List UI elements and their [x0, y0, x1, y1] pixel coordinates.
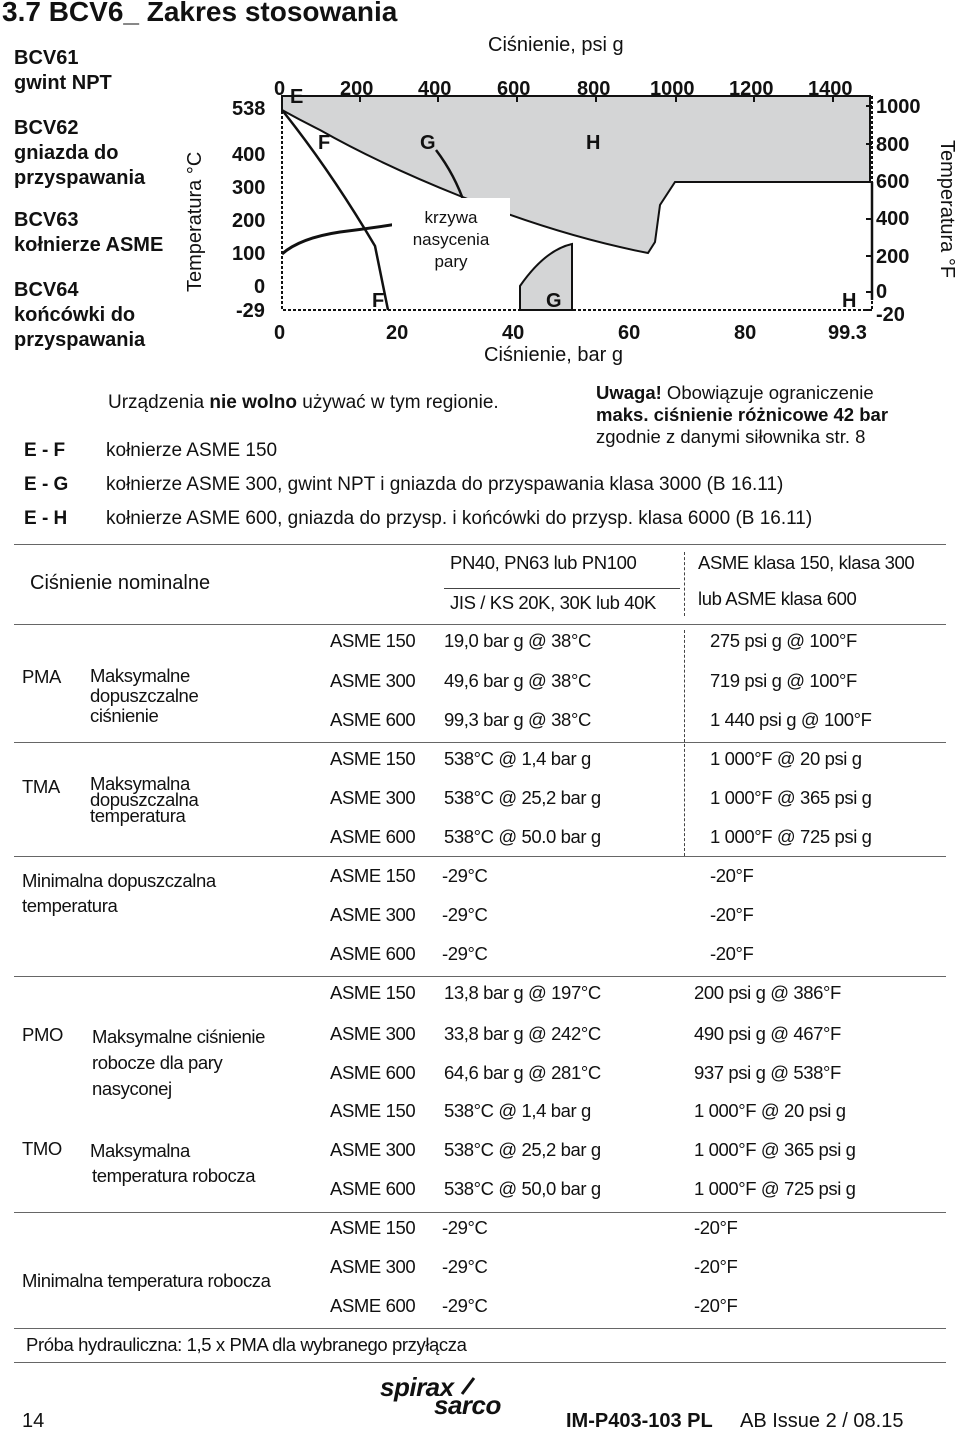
left-tick: -29 — [236, 300, 265, 322]
row-asme-value: -20°F — [694, 1256, 738, 1277]
top-tick: 1200 — [729, 78, 774, 100]
row-connection: ASME 600 — [330, 1062, 416, 1083]
row-pn-value: -29°C — [442, 1256, 488, 1277]
row-pn-value: 49,6 bar g @ 38°C — [444, 670, 591, 691]
table-rule — [14, 624, 946, 625]
row-connection: ASME 300 — [330, 1139, 416, 1160]
header-nominal-pressure: Ciśnienie nominalne — [30, 572, 211, 594]
hydraulic-test-note: Próba hydrauliczna: 1,5 x PMA dla wybranego przyłącza — [26, 1334, 467, 1355]
row-connection: ASME 300 — [330, 1023, 416, 1044]
left-tick: 538 — [232, 98, 266, 120]
top-axis-title: Ciśnienie, psi g — [488, 34, 624, 56]
left-tick: 0 — [254, 276, 266, 298]
row-asme-value: 937 psi g @ 538°F — [694, 1062, 841, 1083]
row-connection: ASME 150 — [330, 865, 416, 886]
left-tick: 200 — [232, 210, 266, 232]
row-asme-value: -20°F — [710, 865, 754, 886]
row-asme-value: -20°F — [694, 1295, 738, 1316]
row-pn-value: 538°C @ 25,2 bar g — [444, 1139, 601, 1160]
row-connection: ASME 600 — [330, 1178, 416, 1199]
top-tick: 200 — [340, 78, 374, 100]
model-code: BCV61 — [14, 47, 79, 69]
row-asme-value: 719 psi g @ 100°F — [710, 670, 857, 691]
bottom-tick: 0 — [274, 322, 286, 344]
spirax-sarco-logo — [380, 1372, 530, 1420]
legend-row-code: E - F — [24, 440, 66, 461]
page-number: 14 — [22, 1410, 45, 1432]
top-tick: 1400 — [808, 78, 853, 100]
curve-label-g-bottom: G — [546, 290, 562, 312]
table-rule — [14, 544, 946, 545]
row-pn-value: 538°C @ 50.0 bar g — [444, 826, 601, 847]
legend-row-code: E - G — [24, 474, 69, 495]
pma-code: PMA — [22, 666, 61, 687]
tma-code: TMA — [22, 776, 60, 797]
row-pn-value: 13,8 bar g @ 197°C — [444, 982, 601, 1003]
curve-label-f: F — [318, 132, 331, 154]
header-divider — [444, 588, 680, 589]
top-tick: 800 — [577, 78, 611, 100]
legend-prefix: Urządzenia — [108, 392, 210, 413]
header-pn-line1: PN40, PN63 lub PN100 — [450, 552, 637, 573]
row-pn-value: -29°C — [442, 904, 488, 925]
right-tick: 0 — [876, 281, 888, 303]
right-tick: 200 — [876, 246, 910, 268]
legend-row-text: kołnierze ASME 150 — [106, 440, 278, 461]
bottom-tick: 80 — [734, 322, 757, 344]
legend-row-text: kołnierze ASME 600, gniazda do przysp. i końcówki do przysp. klasa 6000 (B 16.11) — [106, 508, 813, 529]
pressure-temperature-chart — [0, 0, 960, 380]
row-pn-value: -29°C — [442, 1217, 488, 1238]
note-line2: maks. ciśnienie różnicowe 42 bar — [596, 404, 889, 425]
model-desc: gniazda do przyspawania — [14, 142, 146, 189]
model-desc: gwint NPT — [14, 72, 112, 94]
row-connection: ASME 150 — [330, 1100, 416, 1121]
table-rule — [14, 1328, 946, 1329]
left-tick: 100 — [232, 243, 266, 265]
top-tick: 0 — [274, 78, 286, 100]
saturation-label-line3: pary — [434, 252, 468, 271]
row-connection: ASME 300 — [330, 1256, 416, 1277]
header-pn-line2: JIS / KS 20K, 30K lub 40K — [450, 592, 656, 613]
min-allowable-temp-label: Minimalna dopuszczalna temperatura — [22, 870, 216, 916]
min-working-temp-label: Minimalna temperatura robocza — [22, 1270, 271, 1291]
left-tick: 300 — [232, 177, 266, 199]
body-dashed-divider — [684, 630, 685, 856]
row-asme-value: -20°F — [694, 1217, 738, 1238]
curve-label-h: H — [586, 132, 601, 154]
header-asme-line1: ASME klasa 150, klasa 300 — [698, 552, 915, 573]
curve-label-h-bottom: H — [842, 290, 857, 312]
row-pn-value: -29°C — [442, 943, 488, 964]
row-pn-value: 99,3 bar g @ 38°C — [444, 709, 591, 730]
top-tick: 400 — [418, 78, 452, 100]
row-asme-value: 1 000°F @ 725 psi g — [694, 1178, 856, 1199]
document-issue: AB Issue 2 / 08.15 — [740, 1410, 904, 1432]
row-asme-value: 200 psi g @ 386°F — [694, 982, 841, 1003]
row-asme-value: 1 000°F @ 365 psi g — [710, 787, 872, 808]
tmo-code: TMO — [22, 1138, 62, 1159]
left-axis-title: Temperatura °C — [184, 151, 206, 292]
tma-description: Maksymalna dopuszczalna temperatura — [90, 773, 199, 826]
right-tick: 800 — [876, 134, 910, 156]
table-rule — [14, 976, 946, 977]
curve-label-f-bottom: F — [372, 290, 385, 312]
saturation-label-line1: krzywa — [424, 208, 478, 227]
curve-label-g: G — [420, 132, 436, 154]
row-connection: ASME 600 — [330, 943, 416, 964]
logo-bottom: sarco — [434, 1390, 501, 1420]
right-tick: 1000 — [876, 96, 921, 118]
row-asme-value: 1 440 psi g @ 100°F — [710, 709, 872, 730]
header-asme-line2: lub ASME klasa 600 — [698, 588, 857, 609]
bottom-tick: 99.3 — [828, 322, 867, 344]
section-title: 3.7 BCV6_ Zakres stosowania — [2, 0, 398, 27]
row-pn-value: 19,0 bar g @ 38°C — [444, 630, 591, 651]
saturation-label-line2: nasycenia — [412, 230, 490, 249]
model-code: BCV64 — [14, 279, 79, 301]
row-connection: ASME 150 — [330, 1217, 416, 1238]
row-pn-value: 64,6 bar g @ 281°C — [444, 1062, 601, 1083]
pmo-description: Maksymalne ciśnienie robocze dla pary nasyconej — [92, 1026, 265, 1099]
left-tick: 400 — [232, 144, 266, 166]
row-connection: ASME 300 — [330, 904, 416, 925]
document-id: IM-P403-103 PL — [566, 1410, 713, 1432]
note-line3: zgodnie z danymi siłownika str. 8 — [596, 426, 866, 447]
row-asme-value: 275 psi g @ 100°F — [710, 630, 857, 651]
table-rule — [14, 856, 946, 857]
legend-text — [108, 392, 499, 414]
top-tick: 1000 — [650, 78, 695, 100]
pmo-code: PMO — [22, 1024, 63, 1045]
note-line1: Uwaga! Obowiązuje ograniczenie — [596, 382, 874, 403]
row-connection: ASME 300 — [330, 787, 416, 808]
legend-bold: nie wolno — [209, 392, 297, 413]
curve-label-e: E — [290, 86, 304, 108]
header-dashed-divider — [684, 552, 685, 616]
row-connection: ASME 150 — [330, 982, 416, 1003]
row-connection: ASME 150 — [330, 630, 416, 651]
bottom-axis-title: Ciśnienie, bar g — [484, 344, 623, 366]
model-desc: końcówki do przyspawania — [14, 304, 146, 351]
row-pn-value: 33,8 bar g @ 242°C — [444, 1023, 601, 1044]
row-pn-value: 538°C @ 1,4 bar g — [444, 748, 591, 769]
row-connection: ASME 600 — [330, 709, 416, 730]
logo-slash — [460, 1376, 478, 1396]
row-connection: ASME 150 — [330, 748, 416, 769]
right-axis-title: Temperatura °F — [936, 140, 958, 279]
tmo-description: Maksymalna temperatura robocza — [90, 1140, 256, 1186]
legend-row-text: kołnierze ASME 300, gwint NPT i gniazda do przyspawania klasa 3000 (B 16.11) — [106, 474, 784, 495]
legend-row-code: E - H — [24, 508, 68, 529]
row-pn-value: 538°C @ 1,4 bar g — [444, 1100, 591, 1121]
right-tick: 600 — [876, 171, 910, 193]
legend-suffix: używać w tym regionie. — [297, 392, 499, 413]
row-asme-value: 1 000°F @ 725 psi g — [710, 826, 872, 847]
bottom-tick: 20 — [386, 322, 409, 344]
row-asme-value: 490 psi g @ 467°F — [694, 1023, 841, 1044]
row-asme-value: -20°F — [710, 904, 754, 925]
table-rule — [14, 742, 946, 743]
model-code: BCV63 — [14, 209, 79, 231]
pma-description: Maksymalne dopuszczalne ciśnienie — [90, 665, 199, 726]
note-block — [596, 382, 888, 448]
bottom-tick: 60 — [618, 322, 641, 344]
row-connection: ASME 600 — [330, 826, 416, 847]
top-tick: 600 — [497, 78, 531, 100]
row-asme-value: 1 000°F @ 20 psi g — [694, 1100, 846, 1121]
row-asme-value: 1 000°F @ 365 psi g — [694, 1139, 856, 1160]
saturation-label-box — [392, 198, 510, 282]
table-rule — [14, 1362, 946, 1363]
table-rule — [14, 1212, 946, 1213]
model-desc: kołnierze ASME — [14, 234, 164, 256]
row-pn-value: -29°C — [442, 865, 488, 886]
right-tick: -20 — [876, 304, 905, 326]
row-pn-value: 538°C @ 25,2 bar g — [444, 787, 601, 808]
model-code: BCV62 — [14, 117, 79, 139]
row-pn-value: -29°C — [442, 1295, 488, 1316]
logo-top: spirax — [380, 1372, 454, 1402]
row-connection: ASME 600 — [330, 1295, 416, 1316]
row-connection: ASME 300 — [330, 670, 416, 691]
bottom-tick: 40 — [502, 322, 525, 344]
row-asme-value: -20°F — [710, 943, 754, 964]
row-pn-value: 538°C @ 50,0 bar g — [444, 1178, 601, 1199]
right-tick: 400 — [876, 208, 910, 230]
row-asme-value: 1 000°F @ 20 psi g — [710, 748, 862, 769]
